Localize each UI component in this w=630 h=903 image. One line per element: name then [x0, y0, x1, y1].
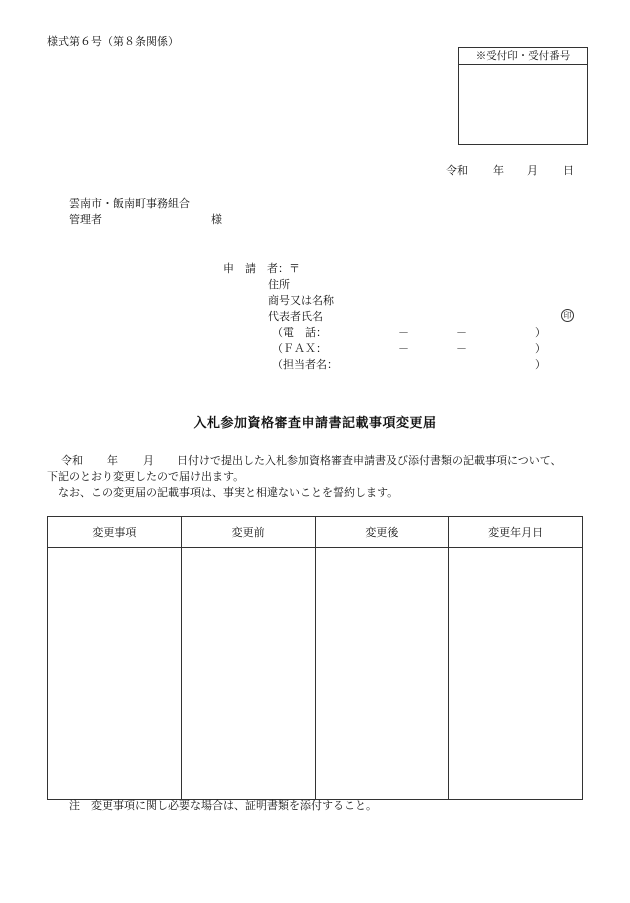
addressee-honorific: 様 [211, 213, 222, 226]
header-change-item: 変更事項 [48, 517, 182, 548]
document-title: 入札参加資格審査申請書記載事項変更届 [193, 416, 437, 431]
body-month: 月 [143, 454, 154, 467]
body-line2: 下記のとおり変更したので届け出ます。 [47, 470, 245, 483]
header-after: 変更後 [315, 517, 449, 548]
body-line3: なお、この変更届の記載事項は、事実と相違ないことを誓約します。 [58, 486, 399, 499]
receipt-label: ※受付印・受付番号 [459, 48, 587, 65]
table-row [48, 548, 583, 800]
body-line1-rest: 日付けで提出した入札参加資格審査申請書及び添付書類の記載事項について、 [177, 454, 562, 467]
date-month: 月 [527, 164, 538, 177]
applicant-representative-label: 代表者氏名 [268, 310, 323, 323]
contact-close: ） [535, 358, 546, 371]
receipt-stamp-box [458, 47, 588, 145]
date-day: 日 [563, 164, 574, 177]
phone-close: ） [535, 326, 546, 339]
cell-after[interactable] [315, 548, 449, 800]
changes-table [47, 516, 583, 800]
date-era: 令和 [446, 164, 468, 177]
body-year: 年 [107, 454, 118, 467]
table-header-row [48, 517, 583, 548]
cell-change-date[interactable] [449, 548, 583, 800]
fax-dash-2: － [456, 342, 467, 355]
phone-dash-1: － [398, 326, 409, 339]
applicant-address-label: 住所 [268, 278, 290, 291]
addressee-title: 管理者 [69, 213, 102, 226]
fax-close: ） [535, 342, 546, 355]
form-number: 様式第６号（第８条関係） [47, 35, 179, 48]
seal-icon: 印 [561, 308, 574, 322]
cell-before[interactable] [181, 548, 315, 800]
header-change-date: 変更年月日 [449, 517, 583, 548]
contact-label: （担当者名： [272, 358, 338, 371]
applicant-name-label: 商号又は名称 [268, 294, 334, 307]
body-era: 令和 [61, 454, 83, 467]
fax-dash-1: － [398, 342, 409, 355]
header-before: 変更前 [181, 517, 315, 548]
phone-label: （電 話： [272, 326, 327, 339]
phone-dash-2: － [456, 326, 467, 339]
date-year: 年 [493, 164, 504, 177]
footnote: 注 変更事項に関し必要な場合は、証明書類を添付すること。 [69, 799, 377, 812]
addressee-organization: 雲南市・飯南町事務組合 [69, 197, 190, 210]
fax-label: （ＦＡＸ： [272, 342, 327, 355]
cell-change-item[interactable] [48, 548, 182, 800]
applicant-heading: 申 請 者：〒 [223, 262, 300, 275]
